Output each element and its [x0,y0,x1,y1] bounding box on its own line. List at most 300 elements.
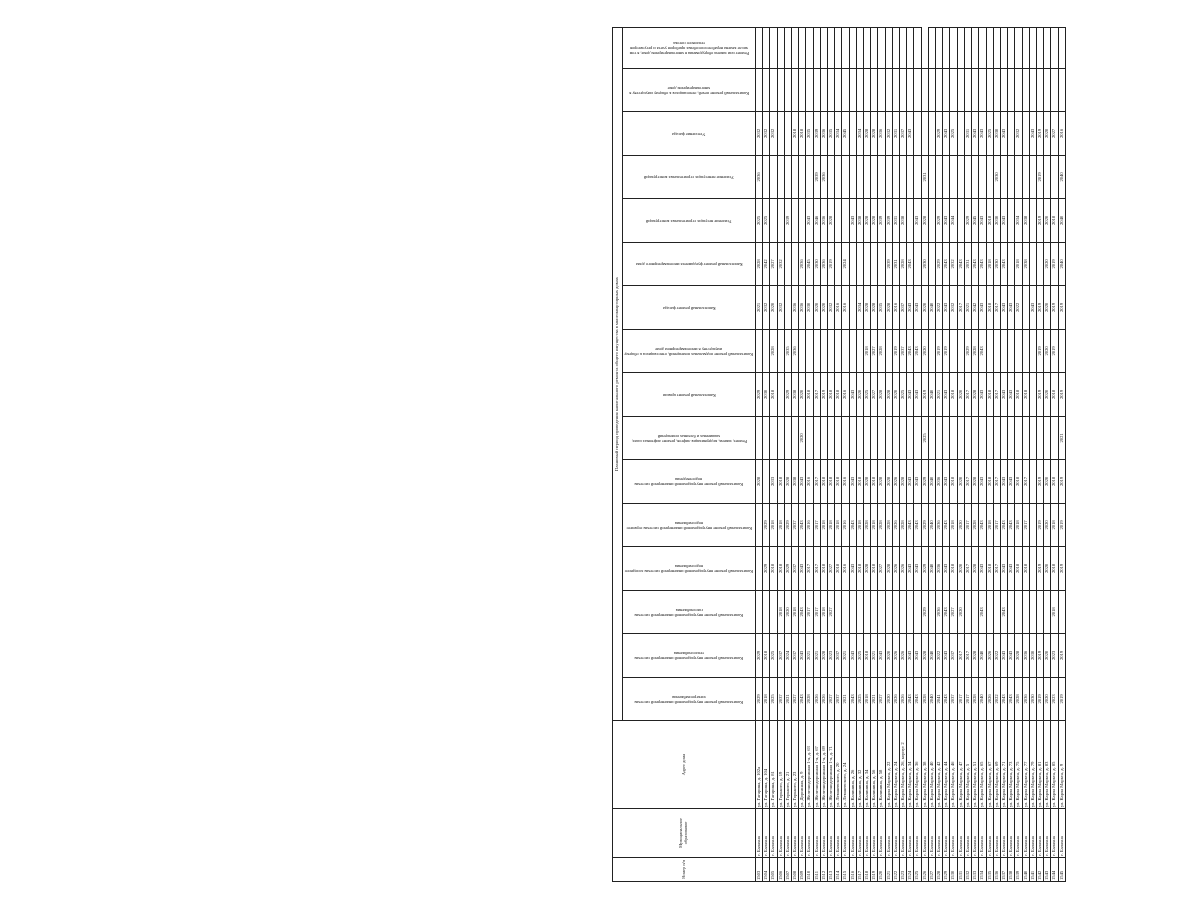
row-year-cell: 2040 [928,286,935,330]
row-year-cell: 2020 [799,373,806,417]
row-year-cell: 2017 [957,286,964,330]
row-year-cell: 2017 [806,590,813,634]
row-year-cell: 2040 [928,373,935,417]
row-year-cell [914,242,921,286]
row-year-cell: 2043 [1000,677,1007,721]
row-year-cell: 2028 [885,373,892,417]
row-number: 1515 [842,857,849,881]
row-year-cell [878,68,885,112]
row-address: ул. Карла Маркса, д. 46 [950,721,957,809]
row-year-cell: 2029 [964,329,971,373]
row-year-cell: 2028 [900,460,907,504]
row-year-cell: 2043 [914,547,921,591]
row-year-cell: 2018 [1022,373,1029,417]
row-year-cell [914,68,921,112]
row-year-cell: 2032 [828,286,835,330]
table-row [777,28,784,882]
row-year-cell: 2043 [849,199,856,243]
table-row [799,28,806,882]
capital-repair-schedule-table [612,27,1066,882]
header-work-type [623,503,756,547]
row-year-cell [806,329,813,373]
row-year-cell: 2027 [828,590,835,634]
row-number: 1523 [900,857,907,881]
row-year-cell: 2018 [986,547,993,591]
table-row [943,28,950,882]
row-year-cell [1022,28,1029,69]
row-year-cell [892,68,899,112]
row-year-cell: 2038 [900,199,907,243]
row-year-cell: 2020 [921,286,928,330]
header-work-type-label: Капитальный ремонт крыши [662,392,716,398]
row-year-cell: 2022 [993,634,1000,678]
row-number: 1544 [1051,857,1058,881]
row-municipality: г. Балахна [950,809,957,858]
table-row [1036,28,1043,882]
row-year-cell [813,28,820,69]
row-year-cell [763,155,770,199]
row-year-cell: 2032 [950,242,957,286]
row-year-cell: 2020 [1044,373,1051,417]
table-row [864,28,871,882]
row-year-cell: 2043 [1000,547,1007,591]
row-year-cell: 2017 [813,590,820,634]
row-year-cell [907,155,914,199]
row-address: ул. Горького, д. 21 [784,721,791,809]
row-year-cell [1008,329,1015,373]
row-year-cell: 2027 [770,242,777,286]
row-year-cell: 2018 [763,634,770,678]
row-year-cell: 2026 [892,460,899,504]
row-year-cell [972,416,979,460]
row-year-cell: 2043 [914,677,921,721]
table-row [792,28,799,882]
row-year-cell: 2043 [979,286,986,330]
row-year-cell: 2038 [856,199,863,243]
row-municipality: г. Балахна [957,809,964,858]
row-year-cell: 2043 [806,199,813,243]
row-year-cell: 2032 [770,112,777,156]
row-year-cell [900,28,907,69]
row-number: 1545 [1058,857,1065,881]
row-year-cell: 2019 [1058,373,1065,417]
row-municipality: г. Балахна [806,809,813,858]
row-year-cell: 2018 [835,503,842,547]
row-year-cell [936,28,943,69]
row-year-cell: 2028 [885,286,892,330]
row-year-cell: 2019 [1058,677,1065,721]
row-number: 1507 [784,857,791,881]
row-year-cell: 2028 [878,503,885,547]
row-year-cell: 2043 [799,460,806,504]
row-year-cell: 2043 [849,373,856,417]
row-address: ул. Железнодорожная 1-я, д. 67 [813,721,820,809]
row-year-cell: 2018 [1015,460,1022,504]
table-row [835,28,842,882]
row-year-cell: 2020 [1044,199,1051,243]
row-year-cell [763,329,770,373]
row-address: ул. Карла Маркса, д. 73 [1008,721,1015,809]
row-year-cell [777,416,784,460]
row-year-cell: 2018 [856,460,863,504]
row-year-cell: 2043 [1000,373,1007,417]
row-year-cell: 2029 [756,677,763,721]
row-year-cell: 2043 [972,242,979,286]
row-year-cell: 2037 [792,503,799,547]
row-year-cell [878,416,885,460]
row-year-cell [842,28,849,69]
row-year-cell [756,329,763,373]
row-year-cell: 2020 [957,547,964,591]
row-year-cell [892,155,899,199]
header-work-type [623,112,756,156]
row-year-cell: 2017 [964,547,971,591]
row-municipality: г. Балахна [820,809,827,858]
row-number: 1525 [914,857,921,881]
row-year-cell: 2043 [979,199,986,243]
row-year-cell: 2029 [921,503,928,547]
row-year-cell: 2019 [1058,503,1065,547]
row-address: ул. Калинина, д. 58 [878,721,885,809]
row-year-cell: 2021 [871,634,878,678]
row-year-cell: 2029 [756,373,763,417]
row-year-cell [885,329,892,373]
row-year-cell: 2018 [864,634,871,678]
row-year-cell [1029,329,1036,373]
row-year-cell [1008,112,1015,156]
row-year-cell: 2037 [792,634,799,678]
header-work-type-label: Капитальный ремонт внутридомовой инженерной системы электроснабжения [634,694,744,705]
row-year-cell: 2029 [936,242,943,286]
row-year-cell: 2018 [871,460,878,504]
row-year-cell: 2021 [1058,416,1065,460]
row-year-cell: 2035 [784,329,791,373]
row-year-cell: 2043 [914,634,921,678]
row-municipality: г. Балахна [864,809,871,858]
row-year-cell: 2040 [1058,199,1065,243]
row-municipality: г. Балахна [784,809,791,858]
row-municipality: г. Балахна [871,809,878,858]
row-municipality: г. Балахна [892,809,899,858]
row-year-cell: 2028 [921,677,928,721]
row-year-cell: 2043 [1000,634,1007,678]
row-address: ул. Карла Маркса, д. 9 [1058,721,1065,809]
row-year-cell [1008,416,1015,460]
row-year-cell: 2030 [993,199,1000,243]
row-year-cell [1029,28,1036,69]
row-year-cell: 2017 [1022,503,1029,547]
row-year-cell [1015,155,1022,199]
row-year-cell: 2028 [756,242,763,286]
row-year-cell [1022,112,1029,156]
row-year-cell [979,28,986,69]
row-year-cell [957,155,964,199]
row-year-cell: 2018 [835,373,842,417]
row-address: ул. Гагарина, д. 104 [763,721,770,809]
header-work-type [623,677,756,721]
row-year-cell [1000,329,1007,373]
header-work-type-label: Капитальный ремонт фундамента многоквартирного дома [635,262,743,268]
header-work-type-label: Утепление фасада [672,131,706,137]
row-year-cell [1058,68,1065,112]
row-municipality: г. Балахна [878,809,885,858]
row-year-cell [1051,68,1058,112]
row-year-cell [777,329,784,373]
row-year-cell: 2034 [856,286,863,330]
row-year-cell: 2035 [878,286,885,330]
row-year-cell: 2040 [928,503,935,547]
row-year-cell: 2043 [972,112,979,156]
row-year-cell: 2028 [878,373,885,417]
header-work-type-label: Усиление ненесущих строительных конструкций [644,175,734,181]
row-year-cell: 2016 [806,460,813,504]
row-year-cell: 2043 [979,112,986,156]
row-year-cell: 2036 [799,286,806,330]
row-year-cell [806,68,813,112]
row-year-cell: 2028 [972,329,979,373]
table-row [806,28,813,882]
row-address: ул. Дорожная, д. 9 [799,721,806,809]
table-row [1044,28,1051,882]
row-year-cell: 2043 [849,503,856,547]
row-year-cell: 2028 [864,547,871,591]
row-year-cell: 2028 [972,634,979,678]
row-year-cell: 2019 [1036,199,1043,243]
row-year-cell [770,155,777,199]
row-year-cell: 2028 [820,634,827,678]
row-year-cell: 2036 [936,590,943,634]
row-number: 1518 [864,857,871,881]
row-year-cell [799,329,806,373]
row-year-cell [849,329,856,373]
row-year-cell: 2043 [1008,373,1015,417]
row-year-cell [842,155,849,199]
row-year-cell: 2043 [907,329,914,373]
row-number: 1532 [964,857,971,881]
row-year-cell [957,416,964,460]
row-year-cell: 2019 [1051,242,1058,286]
row-address: ул. Леваневского, д. 24 [842,721,849,809]
row-year-cell: 2017 [993,503,1000,547]
row-year-cell: 2020 [957,373,964,417]
row-year-cell: 2025 [770,634,777,678]
row-year-cell [828,416,835,460]
row-year-cell [979,68,986,112]
row-year-cell [1044,28,1051,69]
row-year-cell: 2018 [986,373,993,417]
row-year-cell: 2043 [907,547,914,591]
row-year-cell: 2034 [1015,199,1022,243]
row-year-cell: 2029 [756,634,763,678]
row-year-cell [986,155,993,199]
row-year-cell [820,416,827,460]
row-year-cell [885,590,892,634]
row-year-cell: 2018 [1015,547,1022,591]
row-year-cell: 2043 [914,329,921,373]
row-year-cell: 2037 [777,634,784,678]
row-year-cell: 2025 [763,199,770,243]
row-year-cell: 2043 [907,677,914,721]
row-year-cell: 2028 [900,242,907,286]
row-year-cell [943,28,950,69]
row-address: ул. Карла Маркса, д. 47 [957,721,964,809]
row-year-cell [828,329,835,373]
row-year-cell: 2041 [936,677,943,721]
row-year-cell: 2043 [907,242,914,286]
row-address: ул. Карла Маркса, д. 40 [928,721,935,809]
table-row [820,28,827,882]
row-year-cell [1036,28,1043,69]
row-number: 1509 [799,857,806,881]
row-year-cell [878,590,885,634]
header-work-type-label: Капитальный ремонт фасада [662,305,716,311]
row-year-cell: 2018 [986,286,993,330]
row-year-cell: 2043 [943,503,950,547]
row-year-cell: 2028 [1015,677,1022,721]
row-number: 1504 [763,857,770,881]
table-row [928,28,935,882]
row-address: ул. Карла Маркса, д. 34 [907,721,914,809]
row-year-cell: 2021 [813,634,820,678]
row-year-cell: 2018 [950,503,957,547]
row-year-cell: 2018 [777,503,784,547]
row-year-cell: 2029 [784,503,791,547]
row-year-cell: 2016 [1058,112,1065,156]
row-year-cell [792,155,799,199]
row-year-cell [1022,590,1029,634]
row-year-cell: 2043 [914,503,921,547]
row-address: ул. Карла Маркса, д. 77 [1022,721,1029,809]
table-row [784,28,791,882]
row-year-cell [1029,242,1036,286]
row-year-cell: 2027 [828,547,835,591]
row-number: 1514 [835,857,842,881]
row-year-cell: 2017 [964,634,971,678]
row-year-cell: 2026 [986,634,993,678]
row-year-cell: 2042 [763,242,770,286]
row-year-cell: 2036 [799,242,806,286]
row-year-cell: 2043 [1000,112,1007,156]
header-municipality: Муниципальное образование [613,809,756,858]
row-year-cell: 2017 [993,286,1000,330]
row-number: 1542 [1036,857,1043,881]
row-year-cell: 2019 [1058,547,1065,591]
row-address: ул. Карла Маркса, д. 71 [1000,721,1007,809]
row-year-cell: 2028 [1015,634,1022,678]
row-year-cell: 2043 [1008,677,1015,721]
row-number: 1536 [993,857,1000,881]
row-year-cell [1000,155,1007,199]
row-year-cell [1029,416,1036,460]
row-year-cell: 2036 [878,112,885,156]
row-year-cell: 2031 [892,199,899,243]
row-year-cell [842,68,849,112]
row-year-cell: 2018 [1051,547,1058,591]
row-year-cell: 2020 [1044,242,1051,286]
row-year-cell: 2018 [828,373,835,417]
row-year-cell: 2017 [993,373,1000,417]
row-year-cell: 2018 [792,590,799,634]
row-year-cell [943,68,950,112]
row-municipality: г. Балахна [1015,809,1022,858]
row-number: 1521 [885,857,892,881]
row-year-cell: 2017 [964,677,971,721]
row-year-cell [928,416,935,460]
row-year-cell [820,28,827,69]
row-year-cell [1029,199,1036,243]
row-year-cell: 2025 [900,373,907,417]
row-year-cell: 2028 [756,460,763,504]
row-year-cell [871,416,878,460]
row-municipality: г. Балахна [813,809,820,858]
row-year-cell: 2022 [936,634,943,678]
row-year-cell: 2025 [921,416,928,460]
row-year-cell: 2042 [972,286,979,330]
row-year-cell: 2023 [1051,677,1058,721]
row-municipality: г. Балахна [907,809,914,858]
row-year-cell: 2017 [993,547,1000,591]
row-year-cell: 2043 [1000,242,1007,286]
row-year-cell: 2027 [871,329,878,373]
row-municipality: г. Балахна [921,809,928,858]
row-year-cell: 2037 [777,677,784,721]
table-row [856,28,863,882]
row-year-cell [914,416,921,460]
row-year-cell: 2028 [871,286,878,330]
row-address: ул. Карла Маркса, д. 38 [921,721,928,809]
table-row [957,28,964,882]
row-year-cell [986,329,993,373]
row-year-cell [892,590,899,634]
row-year-cell [1029,373,1036,417]
row-year-cell: 2020 [957,503,964,547]
row-year-cell: 2028 [828,199,835,243]
row-year-cell: 2018 [820,547,827,591]
row-year-cell [907,590,914,634]
row-address: ул. Горького, д. 19 [777,721,784,809]
row-year-cell: 2028 [972,677,979,721]
row-address: ул. Карла Маркса, д. 69 [993,721,1000,809]
row-year-cell: 2026 [892,677,899,721]
row-year-cell: 2026 [820,677,827,721]
row-municipality: г. Балахна [849,809,856,858]
table-row [813,28,820,882]
row-year-cell: 2045 [806,242,813,286]
row-year-cell [900,590,907,634]
table-row [1058,28,1065,882]
row-year-cell: 2020 [813,286,820,330]
row-year-cell: 2016 [842,460,849,504]
row-year-cell: 2026 [900,547,907,591]
row-year-cell: 2038 [792,460,799,504]
row-year-cell [849,590,856,634]
row-year-cell [914,155,921,199]
row-year-cell: 2021 [871,677,878,721]
row-year-cell: 2019 [1051,286,1058,330]
row-year-cell: 2018 [1051,590,1058,634]
row-year-cell: 2028 [878,460,885,504]
row-year-cell [849,68,856,112]
row-municipality: г. Балахна [835,809,842,858]
row-year-cell: 2020 [957,460,964,504]
row-year-cell [828,68,835,112]
row-address: ул. Карла Маркса, д. 65 [979,721,986,809]
row-year-cell [1000,416,1007,460]
row-year-cell: 2032 [756,112,763,156]
row-number: 1508 [792,857,799,881]
row-year-cell: 2029 [763,503,770,547]
row-year-cell [907,28,914,69]
